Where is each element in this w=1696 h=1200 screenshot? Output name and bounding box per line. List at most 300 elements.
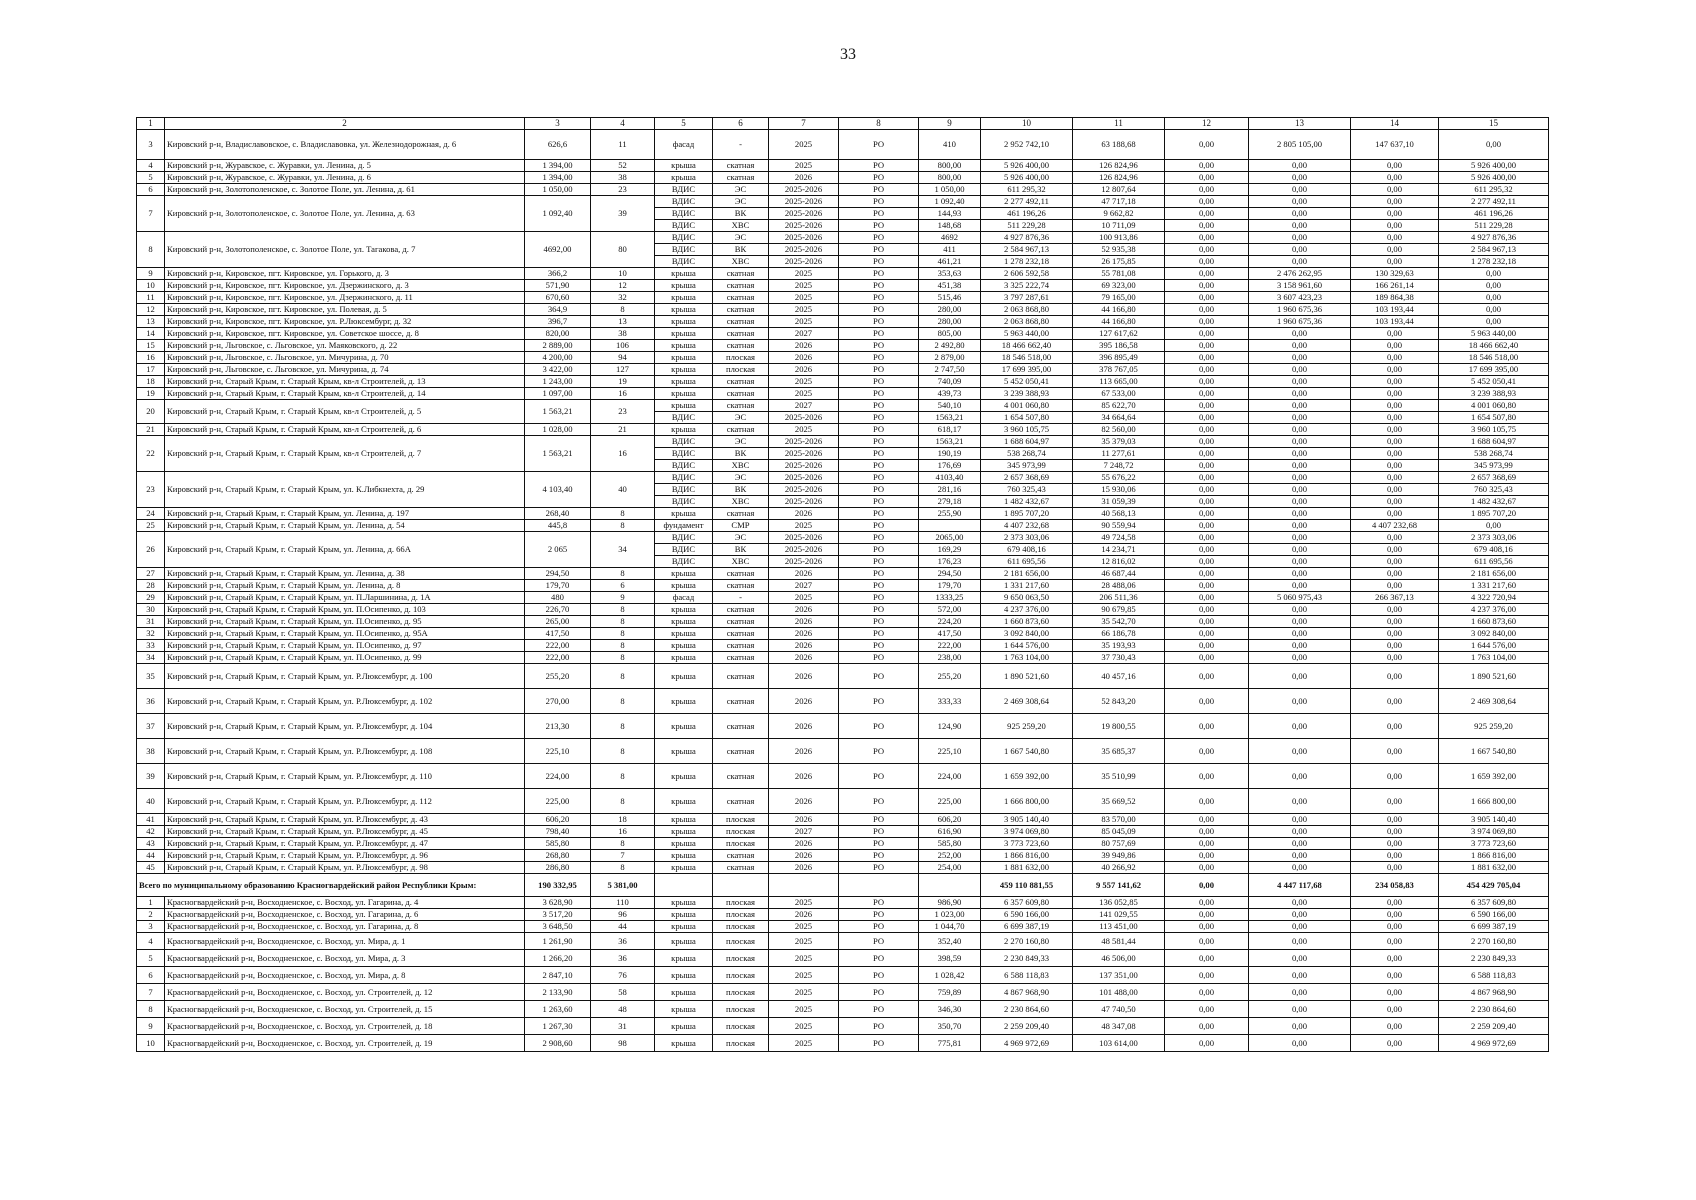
source-cell: РО xyxy=(839,739,919,764)
total-cost-cell: 4 867 968,90 xyxy=(981,984,1073,1001)
volume-cell: 515,46 xyxy=(919,292,981,304)
fund15-cell: 3 960 105,75 xyxy=(1439,424,1549,436)
row-number-cell: 4 xyxy=(137,160,165,172)
sk-cost-cell: 31 059,39 xyxy=(1073,496,1165,508)
sk-cost-cell: 48 347,08 xyxy=(1073,1018,1165,1035)
total-cost-cell: 461 196,26 xyxy=(981,208,1073,220)
source-cell: РО xyxy=(839,933,919,950)
fund13-cell: 0,00 xyxy=(1249,933,1351,950)
volume-cell: 585,80 xyxy=(919,838,981,850)
area-cell: 820,00 xyxy=(525,328,591,340)
sk-cost-cell: 85 045,09 xyxy=(1073,826,1165,838)
sk-cost-cell: 378 767,05 xyxy=(1073,364,1165,376)
source-cell: РО xyxy=(839,328,919,340)
fund15-cell: 18 466 662,40 xyxy=(1439,340,1549,352)
fund12-cell: 0,00 xyxy=(1165,448,1249,460)
sk-cost-cell: 67 533,00 xyxy=(1073,388,1165,400)
column-number-cell: 10 xyxy=(981,118,1073,130)
sk-cost-cell: 40 266,92 xyxy=(1073,862,1165,874)
source-cell: РО xyxy=(839,862,919,874)
fund13-cell: 0,00 xyxy=(1249,352,1351,364)
source-cell: РО xyxy=(839,838,919,850)
volume-cell: 255,20 xyxy=(919,664,981,689)
work-subtype-cell: скатная xyxy=(713,616,769,628)
fund14-cell: 0,00 xyxy=(1351,984,1439,1001)
fund12-cell: 0,00 xyxy=(1165,130,1249,160)
empty-cell xyxy=(769,874,839,897)
address-cell: Кировский р-н, Кировское, пгт. Кировское, ул. Р.Люксембург, д. 32 xyxy=(165,316,525,328)
residents-cell: 8 xyxy=(591,689,655,714)
period-cell: 2026 xyxy=(769,604,839,616)
fund13-cell: 0,00 xyxy=(1249,850,1351,862)
fund12-cell: 0,00 xyxy=(1165,520,1249,532)
sk-cost-cell: 28 488,06 xyxy=(1073,580,1165,592)
residents-cell: 6 xyxy=(591,580,655,592)
fund15-cell: 6 357 609,80 xyxy=(1439,897,1549,909)
fund12-cell: 0,00 xyxy=(1165,689,1249,714)
residents-cell: 36 xyxy=(591,933,655,950)
source-cell: РО xyxy=(839,388,919,400)
fund14-cell: 0,00 xyxy=(1351,196,1439,208)
fund15-cell: 4 969 972,69 xyxy=(1439,1035,1549,1052)
address-cell: Кировский р-н, Старый Крым, г. Старый Крым, ул. Ленина, д. 54 xyxy=(165,520,525,532)
sk-cost-cell: 80 757,69 xyxy=(1073,838,1165,850)
period-cell: 2025-2026 xyxy=(769,256,839,268)
area-cell: 224,00 xyxy=(525,764,591,789)
fund13-cell: 0,00 xyxy=(1249,244,1351,256)
fund15-cell: 6 588 118,83 xyxy=(1439,967,1549,984)
fund12-cell: 0,00 xyxy=(1165,909,1249,921)
period-cell: 2025-2026 xyxy=(769,472,839,484)
source-cell: РО xyxy=(839,484,919,496)
volume-cell: 572,00 xyxy=(919,604,981,616)
fund14-cell: 0,00 xyxy=(1351,256,1439,268)
sk-cost-cell: 35 669,52 xyxy=(1073,789,1165,814)
row-number-cell: 4 xyxy=(137,933,165,950)
empty-cell xyxy=(655,874,713,897)
sk-cost-cell: 66 186,78 xyxy=(1073,628,1165,640)
table-row xyxy=(137,628,1549,640)
fund12-cell: 0,00 xyxy=(1165,556,1249,568)
total-cost-cell: 1 688 604,97 xyxy=(981,436,1073,448)
fund13-cell: 0,00 xyxy=(1249,664,1351,689)
work-subtype-cell: скатная xyxy=(713,739,769,764)
period-cell: 2026 xyxy=(769,364,839,376)
source-cell: РО xyxy=(839,208,919,220)
total-cost-cell: 1 278 232,18 xyxy=(981,256,1073,268)
sk-cost-cell: 52 843,20 xyxy=(1073,689,1165,714)
work-type-cell: крыша xyxy=(655,714,713,739)
work-subtype-cell: - xyxy=(713,592,769,604)
volume-cell: 1 023,00 xyxy=(919,909,981,921)
total-value-cell: 234 058,83 xyxy=(1351,874,1439,897)
work-subtype-cell: ЭС xyxy=(713,196,769,208)
fund12-cell: 0,00 xyxy=(1165,568,1249,580)
residents-cell: 8 xyxy=(591,568,655,580)
column-number-cell: 8 xyxy=(839,118,919,130)
area-cell: 585,80 xyxy=(525,838,591,850)
residents-cell: 58 xyxy=(591,984,655,1001)
total-area-cell: 190 332,95 xyxy=(525,874,591,897)
table-row xyxy=(137,172,1549,184)
total-cost-cell: 2 230 849,33 xyxy=(981,950,1073,967)
period-cell: 2025 xyxy=(769,424,839,436)
source-cell: РО xyxy=(839,412,919,424)
fund15-cell: 1 666 800,00 xyxy=(1439,789,1549,814)
fund12-cell: 0,00 xyxy=(1165,508,1249,520)
volume-cell: 2065,00 xyxy=(919,532,981,544)
area-cell: 445,8 xyxy=(525,520,591,532)
source-cell: РО xyxy=(839,764,919,789)
source-cell: РО xyxy=(839,340,919,352)
fund12-cell: 0,00 xyxy=(1165,544,1249,556)
area-cell: 670,60 xyxy=(525,292,591,304)
total-residents-cell: 5 381,00 xyxy=(591,874,655,897)
fund14-cell: 0,00 xyxy=(1351,580,1439,592)
row-number-cell: 43 xyxy=(137,838,165,850)
total-cost-cell: 1 331 217,60 xyxy=(981,580,1073,592)
address-cell: Кировский р-н, Льговское, с. Льговское, ул. Мичурина, д. 74 xyxy=(165,364,525,376)
address-cell: Кировский р-н, Старый Крым, г. Старый Крым, кв-л Строителей, д. 13 xyxy=(165,376,525,388)
row-number-cell: 38 xyxy=(137,739,165,764)
address-cell: Кировский р-н, Старый Крым, г. Старый Крым, ул. Р.Люксембург, д. 43 xyxy=(165,814,525,826)
work-type-cell: крыша xyxy=(655,664,713,689)
fund12-cell: 0,00 xyxy=(1165,460,1249,472)
address-cell: Кировский р-н, Старый Крым, г. Старый Крым, ул. К.Либкнехта, д. 29 xyxy=(165,472,525,508)
fund12-cell: 0,00 xyxy=(1165,244,1249,256)
row-number-cell: 33 xyxy=(137,640,165,652)
work-type-cell: крыша xyxy=(655,400,713,412)
source-cell: РО xyxy=(839,220,919,232)
fund13-cell: 1 960 675,36 xyxy=(1249,316,1351,328)
total-value-cell: 4 447 117,68 xyxy=(1249,874,1351,897)
row-number-cell: 13 xyxy=(137,316,165,328)
fund12-cell: 0,00 xyxy=(1165,628,1249,640)
fund12-cell: 0,00 xyxy=(1165,268,1249,280)
table-row xyxy=(137,568,1549,580)
fund13-cell: 0,00 xyxy=(1249,984,1351,1001)
fund14-cell: 0,00 xyxy=(1351,838,1439,850)
fund14-cell: 0,00 xyxy=(1351,1018,1439,1035)
period-cell: 2025 xyxy=(769,921,839,933)
source-cell: РО xyxy=(839,628,919,640)
residents-cell: 8 xyxy=(591,862,655,874)
fund14-cell: 103 193,44 xyxy=(1351,304,1439,316)
table-row xyxy=(137,652,1549,664)
address-cell: Кировский р-н, Золотополенское, с. Золотое Поле, ул. Ленина, д. 63 xyxy=(165,196,525,232)
fund15-cell: 925 259,20 xyxy=(1439,714,1549,739)
volume-cell: 352,40 xyxy=(919,933,981,950)
work-subtype-cell: плоская xyxy=(713,967,769,984)
residents-cell: 8 xyxy=(591,714,655,739)
fund13-cell: 0,00 xyxy=(1249,376,1351,388)
fund15-cell: 1 659 392,00 xyxy=(1439,764,1549,789)
area-cell: 626,6 xyxy=(525,130,591,160)
total-cost-cell: 1 667 540,80 xyxy=(981,739,1073,764)
sk-cost-cell: 19 800,55 xyxy=(1073,714,1165,739)
address-cell: Кировский р-н, Старый Крым, г. Старый Крым, ул. Ленина, д. 197 xyxy=(165,508,525,520)
residents-cell: 21 xyxy=(591,424,655,436)
address-cell: Кировский р-н, Старый Крым, г. Старый Крым, кв-л Строителей, д. 7 xyxy=(165,436,525,472)
total-cost-cell: 2 230 864,60 xyxy=(981,1001,1073,1018)
residents-cell: 31 xyxy=(591,1018,655,1035)
row-number-cell: 29 xyxy=(137,592,165,604)
total-cost-cell: 3 960 105,75 xyxy=(981,424,1073,436)
period-cell: 2025 xyxy=(769,1035,839,1052)
volume-cell: 616,90 xyxy=(919,826,981,838)
row-number-cell: 14 xyxy=(137,328,165,340)
address-cell: Кировский р-н, Старый Крым, г. Старый Крым, кв-л Строителей, д. 5 xyxy=(165,400,525,424)
table-row xyxy=(137,689,1549,714)
area-cell: 1 028,00 xyxy=(525,424,591,436)
address-cell: Кировский р-н, Старый Крым, г. Старый Крым, кв-л Строителей, д. 6 xyxy=(165,424,525,436)
address-cell: Кировский р-н, Старый Крым, г. Старый Крым, ул. Р.Люксембург, д. 102 xyxy=(165,689,525,714)
table-row xyxy=(137,472,1549,484)
work-subtype-cell: плоская xyxy=(713,950,769,967)
residents-cell: 98 xyxy=(591,1035,655,1052)
fund12-cell: 0,00 xyxy=(1165,838,1249,850)
table-row xyxy=(137,862,1549,874)
sk-cost-cell: 44 166,80 xyxy=(1073,304,1165,316)
work-type-cell: крыша xyxy=(655,950,713,967)
fund13-cell: 0,00 xyxy=(1249,764,1351,789)
fund14-cell: 0,00 xyxy=(1351,436,1439,448)
address-cell: Кировский р-н, Старый Крым, г. Старый Крым, ул. П.Осипенко, д. 99 xyxy=(165,652,525,664)
table-row xyxy=(137,909,1549,921)
table-row xyxy=(137,520,1549,532)
address-cell: Кировский р-н, Старый Крым, г. Старый Крым, кв-л Строителей, д. 14 xyxy=(165,388,525,400)
period-cell: 2026 xyxy=(769,814,839,826)
sk-cost-cell: 55 676,22 xyxy=(1073,472,1165,484)
work-type-cell: крыша xyxy=(655,508,713,520)
address-cell: Кировский р-н, Старый Крым, г. Старый Крым, ул. Р.Люксембург, д. 47 xyxy=(165,838,525,850)
row-number-cell: 7 xyxy=(137,984,165,1001)
total-value-cell: 0,00 xyxy=(1165,874,1249,897)
fund14-cell: 0,00 xyxy=(1351,208,1439,220)
total-cost-cell: 3 092 840,00 xyxy=(981,628,1073,640)
volume-cell: 280,00 xyxy=(919,304,981,316)
residents-cell: 7 xyxy=(591,850,655,862)
row-number-cell: 3 xyxy=(137,130,165,160)
source-cell: РО xyxy=(839,921,919,933)
sk-cost-cell: 47 717,18 xyxy=(1073,196,1165,208)
fund14-cell: 0,00 xyxy=(1351,1001,1439,1018)
work-subtype-cell: плоская xyxy=(713,909,769,921)
source-cell: РО xyxy=(839,448,919,460)
total-cost-cell: 6 590 166,00 xyxy=(981,909,1073,921)
area-cell: 270,00 xyxy=(525,689,591,714)
work-subtype-cell: ЭС xyxy=(713,436,769,448)
row-number-cell: 30 xyxy=(137,604,165,616)
residents-cell: 38 xyxy=(591,328,655,340)
sk-cost-cell: 55 781,08 xyxy=(1073,268,1165,280)
total-cost-cell: 345 973,99 xyxy=(981,460,1073,472)
period-cell: 2027 xyxy=(769,826,839,838)
fund13-cell: 0,00 xyxy=(1249,544,1351,556)
table-row xyxy=(137,664,1549,689)
fund15-cell: 0,00 xyxy=(1439,304,1549,316)
work-type-cell: фасад xyxy=(655,592,713,604)
sk-cost-cell: 46 687,44 xyxy=(1073,568,1165,580)
fund13-cell: 0,00 xyxy=(1249,460,1351,472)
row-number-cell: 37 xyxy=(137,714,165,739)
work-subtype-cell: скатная xyxy=(713,764,769,789)
residents-cell: 9 xyxy=(591,592,655,604)
fund12-cell: 0,00 xyxy=(1165,1001,1249,1018)
total-cost-cell: 925 259,20 xyxy=(981,714,1073,739)
period-cell: 2027 xyxy=(769,400,839,412)
work-type-cell: крыша xyxy=(655,652,713,664)
sk-cost-cell: 9 662,82 xyxy=(1073,208,1165,220)
work-subtype-cell: СМР xyxy=(713,520,769,532)
area-cell: 2 065 xyxy=(525,532,591,568)
fund14-cell: 0,00 xyxy=(1351,652,1439,664)
row-number-cell: 26 xyxy=(137,532,165,568)
work-type-cell: ВДИС xyxy=(655,448,713,460)
source-cell: РО xyxy=(839,909,919,921)
address-cell: Кировский р-н, Старый Крым, г. Старый Крым, ул. П.Ларшинина, д. 1А xyxy=(165,592,525,604)
fund13-cell: 0,00 xyxy=(1249,472,1351,484)
work-type-cell: крыша xyxy=(655,268,713,280)
residents-cell: 8 xyxy=(591,520,655,532)
period-cell: 2025-2026 xyxy=(769,220,839,232)
fund12-cell: 0,00 xyxy=(1165,316,1249,328)
residents-cell: 8 xyxy=(591,616,655,628)
work-subtype-cell: скатная xyxy=(713,508,769,520)
fund14-cell: 166 261,14 xyxy=(1351,280,1439,292)
fund15-cell: 1 667 540,80 xyxy=(1439,739,1549,764)
total-cost-cell: 1 654 507,80 xyxy=(981,412,1073,424)
work-subtype-cell: скатная xyxy=(713,604,769,616)
volume-cell: 410 xyxy=(919,130,981,160)
fund15-cell: 3 239 388,93 xyxy=(1439,388,1549,400)
sk-cost-cell: 37 730,43 xyxy=(1073,652,1165,664)
table-row xyxy=(137,328,1549,340)
fund15-cell: 0,00 xyxy=(1439,130,1549,160)
address-cell: Кировский р-н, Старый Крым, г. Старый Крым, ул. П.Осипенко, д. 95 xyxy=(165,616,525,628)
fund15-cell: 1 654 507,80 xyxy=(1439,412,1549,424)
volume-cell: 294,50 xyxy=(919,568,981,580)
residents-cell: 44 xyxy=(591,921,655,933)
fund14-cell: 0,00 xyxy=(1351,556,1439,568)
address-cell: Кировский р-н, Старый Крым, г. Старый Крым, ул. Р.Люксембург, д. 98 xyxy=(165,862,525,874)
fund14-cell: 103 193,44 xyxy=(1351,316,1439,328)
period-cell: 2025-2026 xyxy=(769,184,839,196)
work-subtype-cell: скатная xyxy=(713,316,769,328)
fund12-cell: 0,00 xyxy=(1165,412,1249,424)
total-cost-cell: 3 797 287,61 xyxy=(981,292,1073,304)
source-cell: РО xyxy=(839,292,919,304)
fund13-cell: 0,00 xyxy=(1249,184,1351,196)
period-cell: 2025 xyxy=(769,388,839,400)
column-number-cell: 11 xyxy=(1073,118,1165,130)
fund12-cell: 0,00 xyxy=(1165,256,1249,268)
table-row xyxy=(137,580,1549,592)
work-type-cell: крыша xyxy=(655,838,713,850)
row-number-cell: 20 xyxy=(137,400,165,424)
work-subtype-cell: ВК xyxy=(713,544,769,556)
total-cost-cell: 2 181 656,00 xyxy=(981,568,1073,580)
column-number-cell: 13 xyxy=(1249,118,1351,130)
address-cell: Красногвардейский р-н, Восходненское, с. Восход, ул. Строителей, д. 15 xyxy=(165,1001,525,1018)
volume-cell: 4103,40 xyxy=(919,472,981,484)
address-cell: Кировский р-н, Старый Крым, г. Старый Крым, ул. Р.Люксембург, д. 110 xyxy=(165,764,525,789)
volume-cell: 439,73 xyxy=(919,388,981,400)
source-cell: РО xyxy=(839,160,919,172)
residents-cell: 96 xyxy=(591,909,655,921)
work-subtype-cell: плоская xyxy=(713,984,769,1001)
work-subtype-cell: скатная xyxy=(713,280,769,292)
row-number-cell: 2 xyxy=(137,909,165,921)
work-type-cell: крыша xyxy=(655,328,713,340)
period-cell: 2025 xyxy=(769,160,839,172)
column-number-cell: 14 xyxy=(1351,118,1439,130)
total-cost-cell: 4 237 376,00 xyxy=(981,604,1073,616)
table-row xyxy=(137,640,1549,652)
area-cell: 1 097,00 xyxy=(525,388,591,400)
work-type-cell: крыша xyxy=(655,909,713,921)
area-cell: 1 263,60 xyxy=(525,1001,591,1018)
table-row xyxy=(137,304,1549,316)
work-type-cell: ВДИС xyxy=(655,208,713,220)
sk-cost-cell: 395 186,58 xyxy=(1073,340,1165,352)
sk-cost-cell: 52 935,38 xyxy=(1073,244,1165,256)
period-cell: 2025 xyxy=(769,130,839,160)
fund14-cell: 0,00 xyxy=(1351,921,1439,933)
row-number-cell: 7 xyxy=(137,196,165,232)
work-subtype-cell: ЭС xyxy=(713,184,769,196)
residents-cell: 16 xyxy=(591,436,655,472)
capital-repair-table-container xyxy=(136,117,1548,1052)
sk-cost-cell: 35 510,99 xyxy=(1073,764,1165,789)
volume-cell: 805,00 xyxy=(919,328,981,340)
fund12-cell: 0,00 xyxy=(1165,933,1249,950)
fund12-cell: 0,00 xyxy=(1165,304,1249,316)
fund15-cell: 611 295,32 xyxy=(1439,184,1549,196)
period-cell: 2026 xyxy=(769,838,839,850)
fund15-cell: 2 259 209,40 xyxy=(1439,1018,1549,1035)
table-row xyxy=(137,814,1549,826)
work-type-cell: ВДИС xyxy=(655,436,713,448)
fund13-cell: 0,00 xyxy=(1249,689,1351,714)
fund14-cell: 0,00 xyxy=(1351,814,1439,826)
area-cell: 226,70 xyxy=(525,604,591,616)
work-subtype-cell: скатная xyxy=(713,424,769,436)
residents-cell: 16 xyxy=(591,826,655,838)
work-subtype-cell: плоская xyxy=(713,838,769,850)
work-type-cell: крыша xyxy=(655,160,713,172)
fund13-cell: 1 960 675,36 xyxy=(1249,304,1351,316)
column-number-cell: 6 xyxy=(713,118,769,130)
row-number-cell: 10 xyxy=(137,1035,165,1052)
fund12-cell: 0,00 xyxy=(1165,862,1249,874)
work-type-cell: ВДИС xyxy=(655,256,713,268)
table-body xyxy=(137,118,1549,1052)
period-cell: 2025-2026 xyxy=(769,532,839,544)
column-number-cell: 5 xyxy=(655,118,713,130)
fund14-cell: 0,00 xyxy=(1351,472,1439,484)
work-subtype-cell: ЭС xyxy=(713,412,769,424)
residents-cell: 110 xyxy=(591,897,655,909)
period-cell: 2025 xyxy=(769,316,839,328)
total-cost-cell: 2 277 492,11 xyxy=(981,196,1073,208)
period-cell: 2025 xyxy=(769,520,839,532)
work-subtype-cell: скатная xyxy=(713,664,769,689)
volume-cell: 1 092,40 xyxy=(919,196,981,208)
fund13-cell: 0,00 xyxy=(1249,580,1351,592)
source-cell: РО xyxy=(839,814,919,826)
period-cell: 2025 xyxy=(769,897,839,909)
